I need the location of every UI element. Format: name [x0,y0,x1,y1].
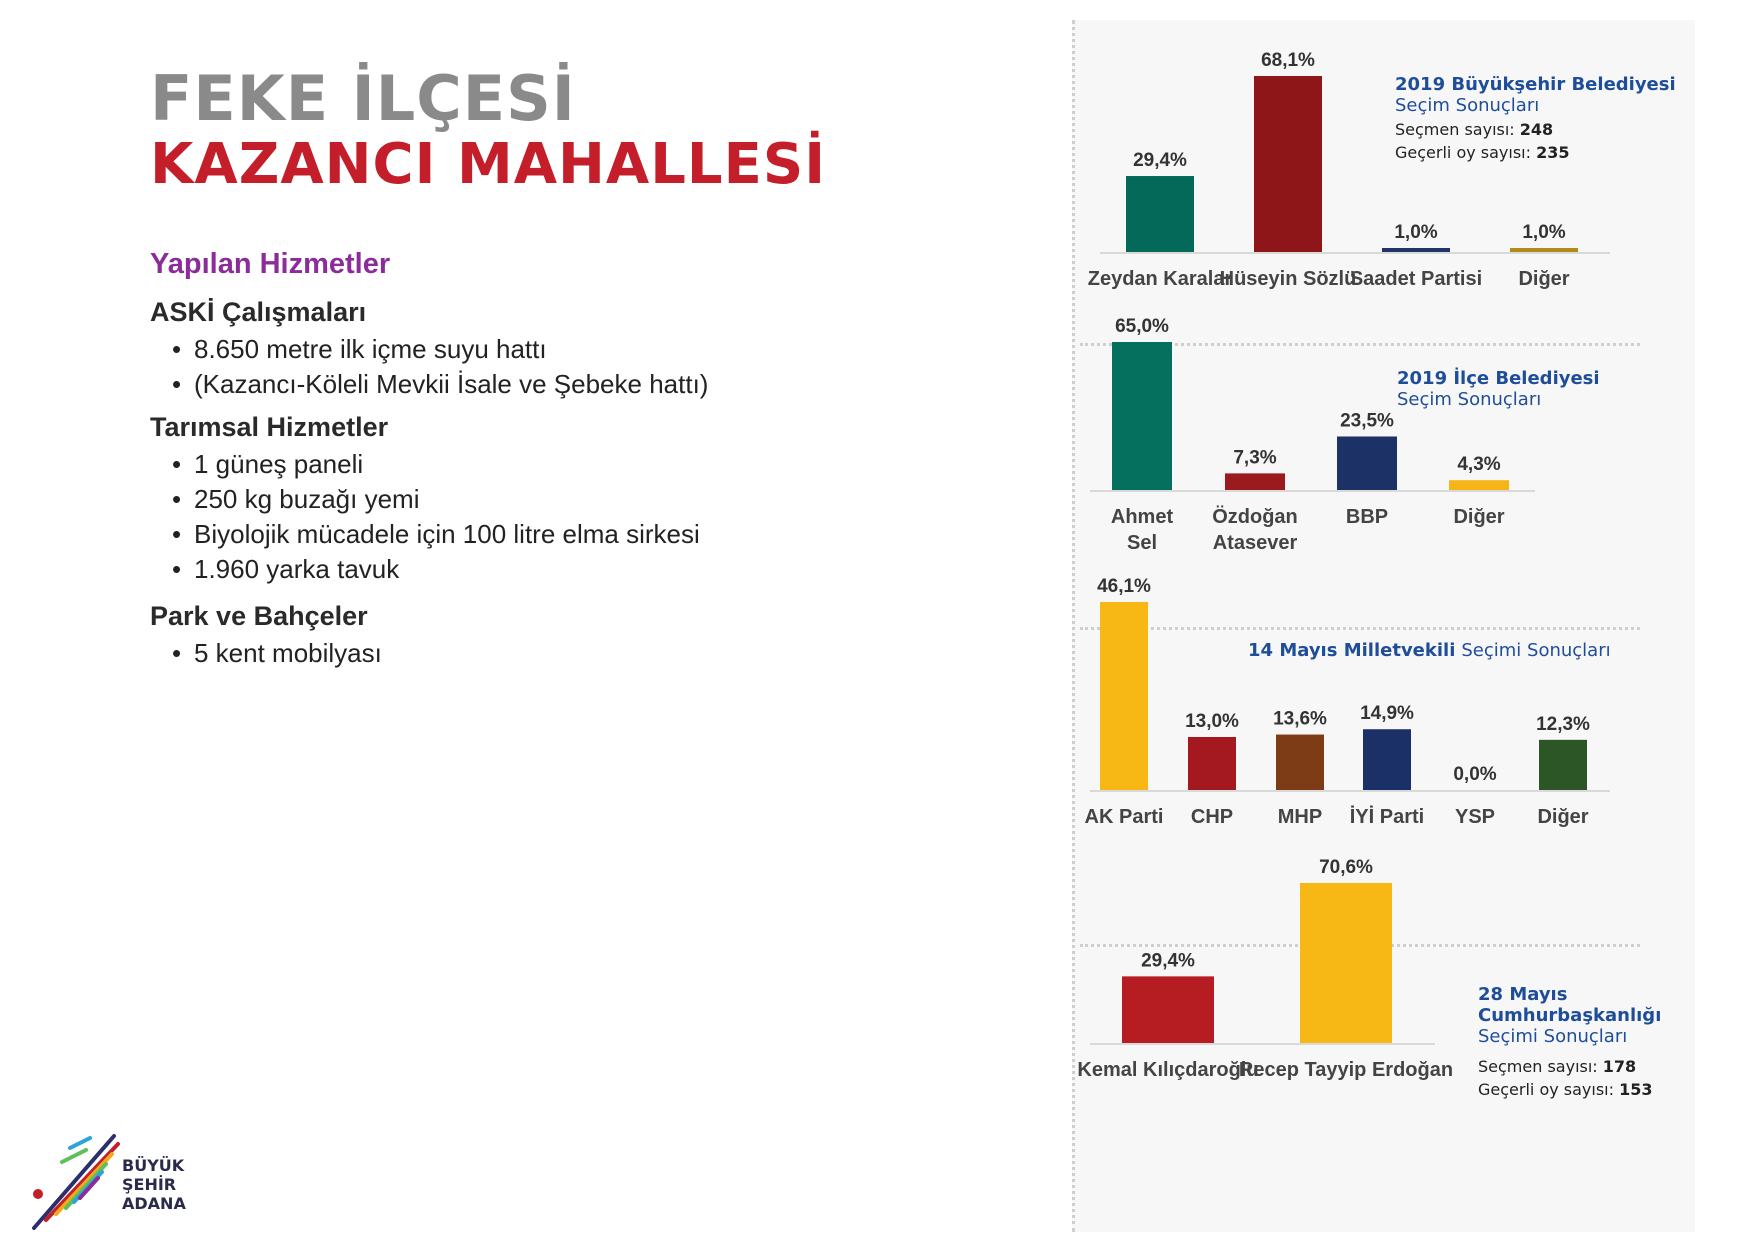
data-label: 46,1% [1097,576,1151,597]
category-label: Kemal Kılıçdaroğlu [1077,1059,1259,1081]
voters-count: Seçmen sayısı: 248 [1395,120,1554,139]
category-label: Diğer [1537,806,1589,828]
chart-subtitle: Seçim Sonuçları [1397,389,1542,410]
logo-line: ŞEHİR [122,1175,177,1194]
chart-title: 2019 Büyükşehir Belediyesi [1395,74,1676,95]
neighborhood-title: KAZANCI MAHALLESİ [150,132,827,197]
data-label: 65,0% [1115,316,1169,337]
service-group-parks [150,601,870,671]
voters-count: Seçmen sayısı: 178 [1478,1057,1637,1076]
data-label: 1,0% [1394,222,1438,243]
logo-text [122,1156,186,1213]
chart-subtitle: Seçim Sonuçları [1395,95,1540,116]
category-label: Zeydan Karalar [1087,268,1233,290]
bar-kemal-kılıçdaroğlu [1122,976,1214,1043]
category-label: İYİ Parti [1349,806,1425,828]
bar-zeydan-karalar [1126,176,1194,252]
valid-votes-count: Geçerli oy sayısı: 235 [1395,143,1570,162]
category-label: YSP [1454,806,1496,828]
chart-title: 2019 İlçe Belediyesi [1397,368,1600,389]
chart-info-2023-parliament [1248,640,1611,661]
district-title: FEKE İLÇESİ [150,62,576,135]
service-group-agriculture [150,412,870,587]
service-group-title: Tarımsal Hizmetler [150,412,389,442]
bar-ak-parti [1100,602,1148,790]
data-label: 29,4% [1141,950,1195,972]
category-label: Diğer [1518,268,1570,290]
category-label: CHP [1190,806,1234,828]
chart-info-2019-district [1397,368,1600,410]
services-heading: Yapılan Hizmetler [150,248,391,280]
service-item-continuation: • (Kazancı-Köleli Mevkii İsale ve Şebeke hattı) [172,367,870,402]
service-item: • Biyolojik mücadele için 100 litre elma sirkesi [172,517,870,552]
logo-line: ADANA [122,1194,186,1213]
category-label: Saadet Partisi [1349,268,1483,290]
data-label: 0,0% [1453,764,1497,785]
data-label: 1,0% [1522,222,1566,243]
category-label: BBP [1345,506,1389,528]
category-label: Diğer [1453,506,1505,528]
service-item: • 1 güneş paneli [172,447,870,482]
bar-mhp [1276,735,1324,790]
data-label: 4,3% [1457,454,1501,476]
category-label: Atasever [1212,532,1298,554]
data-label: 23,5% [1340,410,1394,432]
service-group-title: ASKİ Çalışmaları [150,297,367,327]
category-label: AK Parti [1084,806,1164,828]
bar-recep-tayyip-erdoğan [1300,883,1392,1043]
category-label: Özdoğan [1212,506,1298,528]
logo-line: BÜYÜK [122,1156,185,1175]
bar-chp [1188,737,1236,790]
bar-bbp [1337,436,1397,490]
service-group-title: Park ve Bahçeler [150,601,368,631]
bar-saadet-partisi [1382,248,1450,252]
bar-özdoğan-atasever [1225,473,1285,490]
data-label: 14,9% [1360,703,1414,725]
valid-votes-count: Geçerli oy sayısı: 153 [1478,1080,1653,1099]
category-label: Recep Tayyip Erdoğan [1238,1059,1454,1081]
data-label: 29,4% [1133,150,1187,172]
chart-title: 14 Mayıs Milletvekili [1248,640,1456,661]
bar-i̇yi̇-parti [1363,729,1411,790]
chart-info-2019-metropolitan [1395,74,1676,162]
bar-diğer [1539,740,1587,790]
category-label: Hüseyin Sözlü [1219,268,1357,290]
data-label: 70,6% [1319,857,1373,878]
service-item: • 250 kg buzağı yemi [172,482,870,517]
service-item: • 5 kent mobilyası [172,636,870,671]
bar-ahmet-sel [1112,342,1172,490]
bar-hüseyin-sözlü [1254,76,1322,252]
category-label: Ahmet [1110,506,1174,528]
chart-info-2023-presidential [1478,984,1662,1099]
data-label: 7,3% [1233,447,1277,469]
chart-divider [1080,627,1640,630]
service-group-aski [150,297,870,402]
service-item: • 1.960 yarka tavuk [172,552,870,587]
data-label: 68,1% [1261,50,1315,71]
bar-diğer [1449,480,1509,490]
chart-title: 28 Mayıs Cumhurbaşkanlığı [1478,984,1662,1026]
service-item: • 8.650 metre ilk içme suyu hattı [172,332,870,367]
bar-diğer [1510,248,1578,252]
chart-subtitle: Seçimi Sonuçları [1478,1026,1628,1047]
services-section [150,248,870,671]
data-label: 12,3% [1536,713,1590,735]
data-label: 13,0% [1185,710,1239,732]
data-label: 13,6% [1273,708,1327,730]
category-label: MHP [1277,806,1323,828]
chart-subtitle: Seçimi Sonuçları [1461,640,1611,661]
category-label: Sel [1126,532,1158,554]
